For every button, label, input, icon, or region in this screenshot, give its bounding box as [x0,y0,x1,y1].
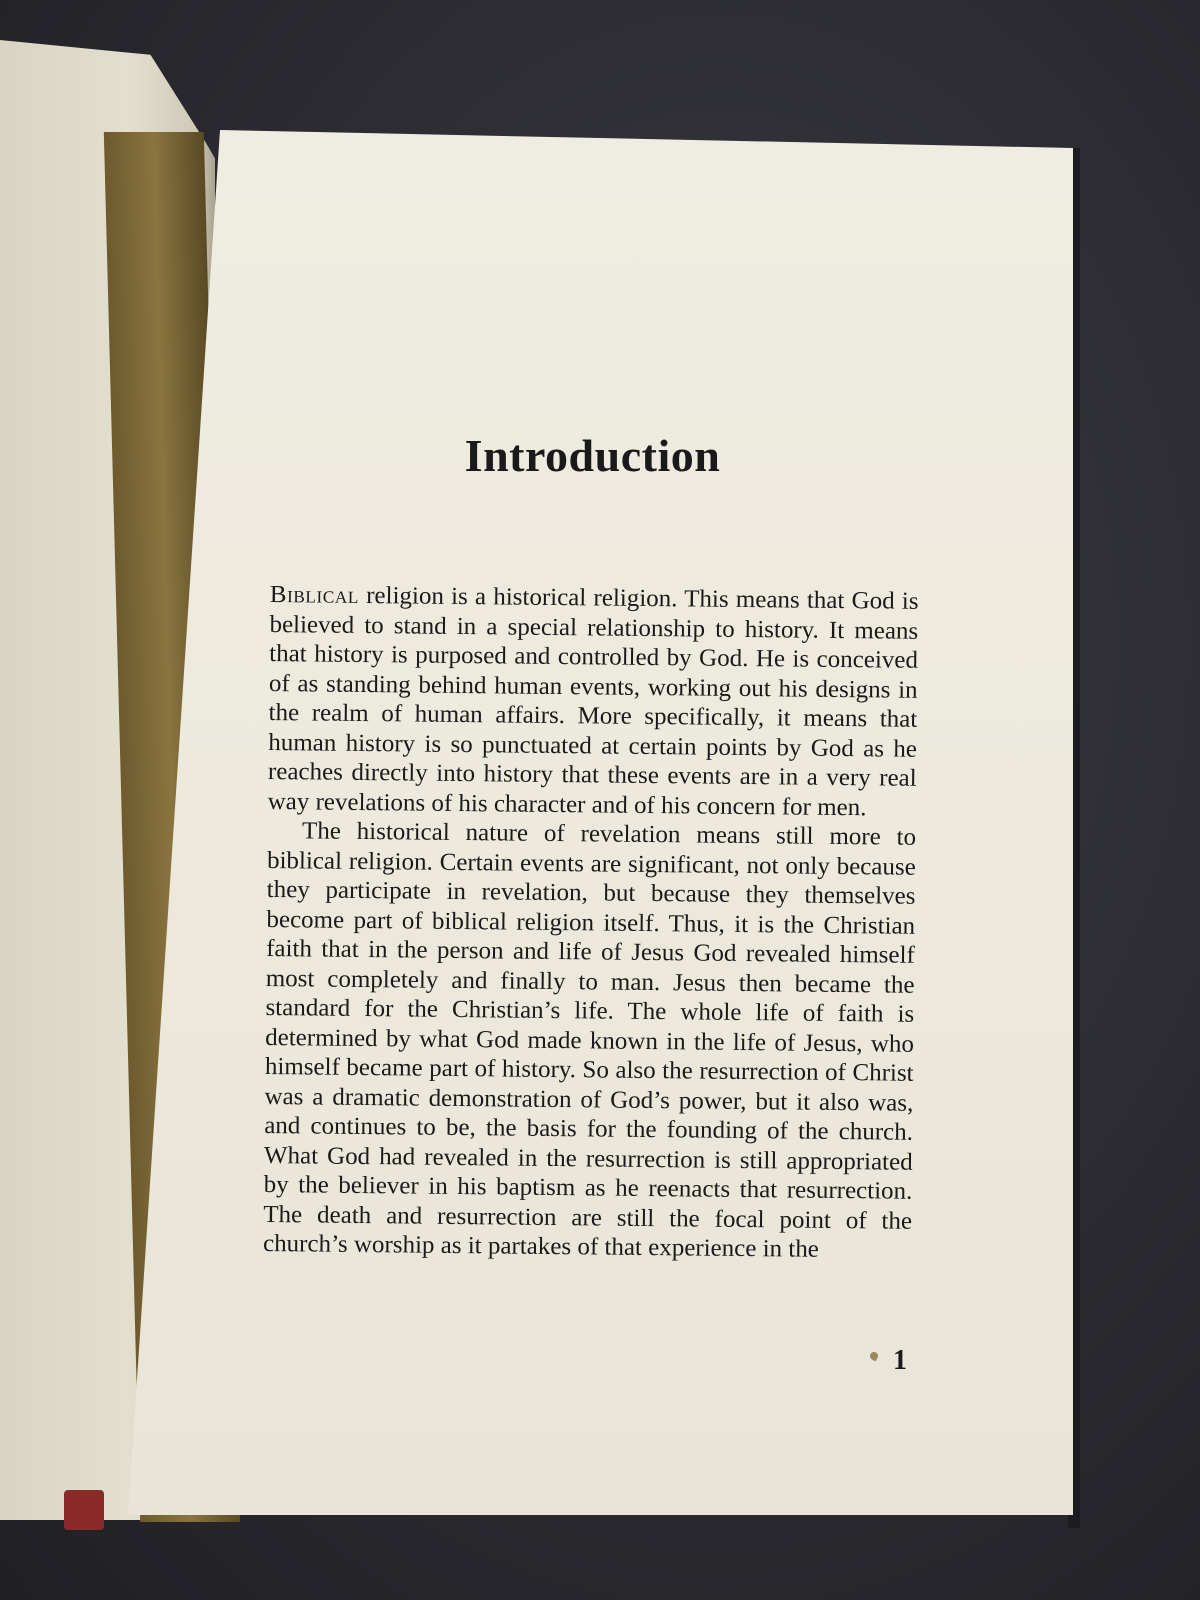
paragraph-1 [268,580,919,823]
book-cover-corner [64,1490,104,1530]
page-number: 1 [893,1345,907,1376]
chapter-title: Introduction [464,429,721,481]
paragraph-text: The historical nature of revelation means still more to biblical religion. Certain events are significant, not only because they participate in revelation, but because they themselves become part of biblical religion itself. Thus, it is the Christian faith that in the person and life of Jesus God revealed himself most completely and finally to man. Jesus then became the standard for the Christian’s life. The whole life of faith is determined by what God made known in the life of Jesus, who himself became part of history. So also the resurrection of Christ was a dramatic demonstration of God’s power, but it also was, and continues to be, the basis for the founding of the church. What God had revealed in the resurrection is still appropriated by the believer in his baptism as he reenacts that resurrection. The death and resurrection are still the focal point of the church’s worship as it partakes of that experience in the [262,817,917,1263]
paragraph-text: religion is a historical religion. This means that God is believed to stand in a special relationship to history. It means that history is purposed and controlled by God. He is conceived of as standing behind human events, working out his designs in the realm of human affairs. More specifically, it means that human history is so punctuated at certain points by God as he reaches directly into history that these events are in a very real way revelations of his character and of his concern for men. [267,581,919,821]
body-text [263,580,919,1265]
paragraph-2 [263,816,916,1265]
paragraph-lead: Biblical [269,580,360,609]
